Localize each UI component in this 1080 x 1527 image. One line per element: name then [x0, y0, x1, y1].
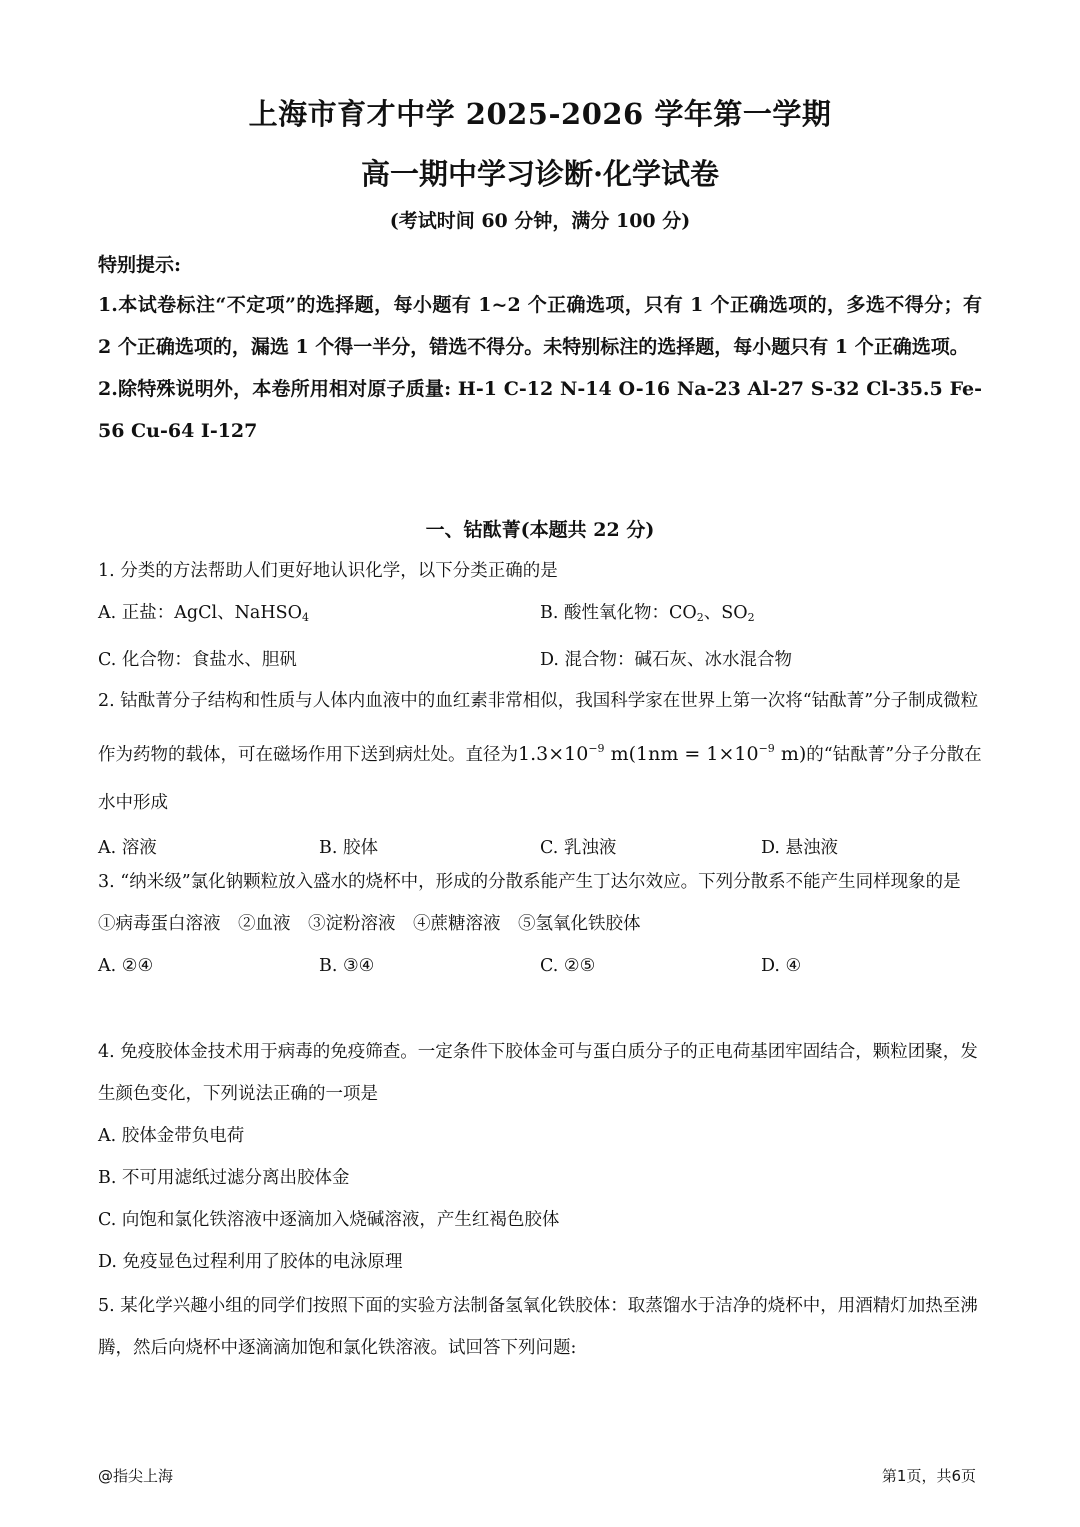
option-d: D. ④	[761, 956, 802, 976]
question-2	[98, 677, 982, 869]
question-4	[98, 1031, 982, 1283]
question-3	[98, 861, 982, 987]
option-a: A. 胶体金带负电荷	[98, 1126, 245, 1146]
option-b: B. 胶体	[319, 838, 378, 858]
question-1	[98, 550, 982, 681]
exam-duration-note: (考试时间 60 分钟，满分 100 分)	[389, 210, 691, 232]
question-4-stem: 4. 免疫胶体金技术用于病毒的免疫筛查。一定条件下胶体金可与蛋白质分子的正电荷基团牢固结合，颗粒团聚，发生颜色变化，下列说法正确的一项是	[98, 1042, 978, 1104]
question-5	[98, 1285, 982, 1369]
option-a: A. ②④	[98, 956, 154, 976]
question-3-list: ①病毒蛋白溶液 ②血液 ③淀粉溶液 ④蔗糖溶液 ⑤氢氧化铁胶体	[98, 914, 641, 934]
option-c: C. ②⑤	[540, 956, 596, 976]
question-1-options	[98, 592, 982, 681]
question-1-stem: 1. 分类的方法帮助人们更好地认识化学，以下分类正确的是	[98, 561, 558, 581]
section-heading: 一、钴酞菁(本题共 22 分)	[425, 519, 655, 541]
option-d: D. 悬浊液	[761, 838, 839, 858]
option-a: A. 溶液	[98, 838, 157, 858]
option-b: B. ③④	[319, 956, 375, 976]
exam-title-line2: 高一期中学习诊断·化学试卷	[360, 157, 720, 191]
question-3-stem: 3. “纳米级”氯化钠颗粒放入盛水的烧杯中，形成的分散系能产生丁达尔效应。下列分散系不能产生同样现象的是	[98, 872, 961, 892]
question-3-options	[98, 945, 982, 987]
option-b: B. 酸性氧化物：$CO_2$、$SO_2$	[540, 603, 755, 624]
notice-item-2: 2.除特殊说明外，本卷所用相对原子质量: H-1 C-12 N-14 O-16 Na-23 Al-27 S-32 Cl-35.5 Fe-56 Cu-64 I-127	[98, 378, 982, 442]
diameter-formula: $1.3\times 10^{-9}$ $m(1nm = 1\times 10^{-9}$ m)	[518, 742, 807, 765]
page-number: 第1页，共6页	[881, 1467, 976, 1485]
option-b: B. 不可用滤纸过滤分离出胶体金	[98, 1168, 350, 1188]
option-d: D. 混合物：碱石灰、冰水混合物	[540, 650, 793, 670]
option-d: D. 免疫显色过程利用了胶体的电泳原理	[98, 1252, 403, 1272]
exam-title-line1: 上海市育才中学 2025-2026 学年第一学期	[248, 97, 832, 131]
option-a: A. 正盐：AgCl、NaHSO$_4$	[98, 603, 309, 624]
notice-item-1: 1.本试卷标注“不定项”的选择题，每小题有 1~2 个正确选项，只有 1 个正确选项的，多选不得分；有 2 个正确选项的，漏选 1 个得一半分，错选不得分。未特别标注的选择题，每小题只有 1 个正确选项。	[98, 294, 982, 358]
footer-source: @指尖上海	[98, 1467, 174, 1485]
notice-heading: 特别提示:	[98, 254, 182, 276]
question-5-stem: 5. 某化学兴趣小组的同学们按照下面的实验方法制备氢氧化铁胶体：取蒸馏水于洁净的烧杯中，用酒精灯加热至沸腾，然后向烧杯中逐滴滴加饱和氯化铁溶液。试回答下列问题:	[98, 1296, 978, 1358]
option-c: C. 化合物：食盐水、胆矾	[98, 650, 297, 670]
option-c: C. 向饱和氯化铁溶液中逐滴加入烧碱溶液，产生红褐色胶体	[98, 1210, 560, 1230]
notice-text	[98, 284, 982, 452]
question-2-stem: 2. 钴酞菁分子结构和性质与人体内血液中的血红素非常相似，我国科学家在世界上第一次将“钴酞菁”分子制成微粒作为药物的载体，可在磁场作用下送到病灶处。直径为$1.3\times 10^{-9}$ $m(1nm = 1\times 10^{-9}$ m)的“钴酞菁”分子分散在水中形成	[98, 691, 982, 813]
option-c: C. 乳浊液	[540, 838, 617, 858]
